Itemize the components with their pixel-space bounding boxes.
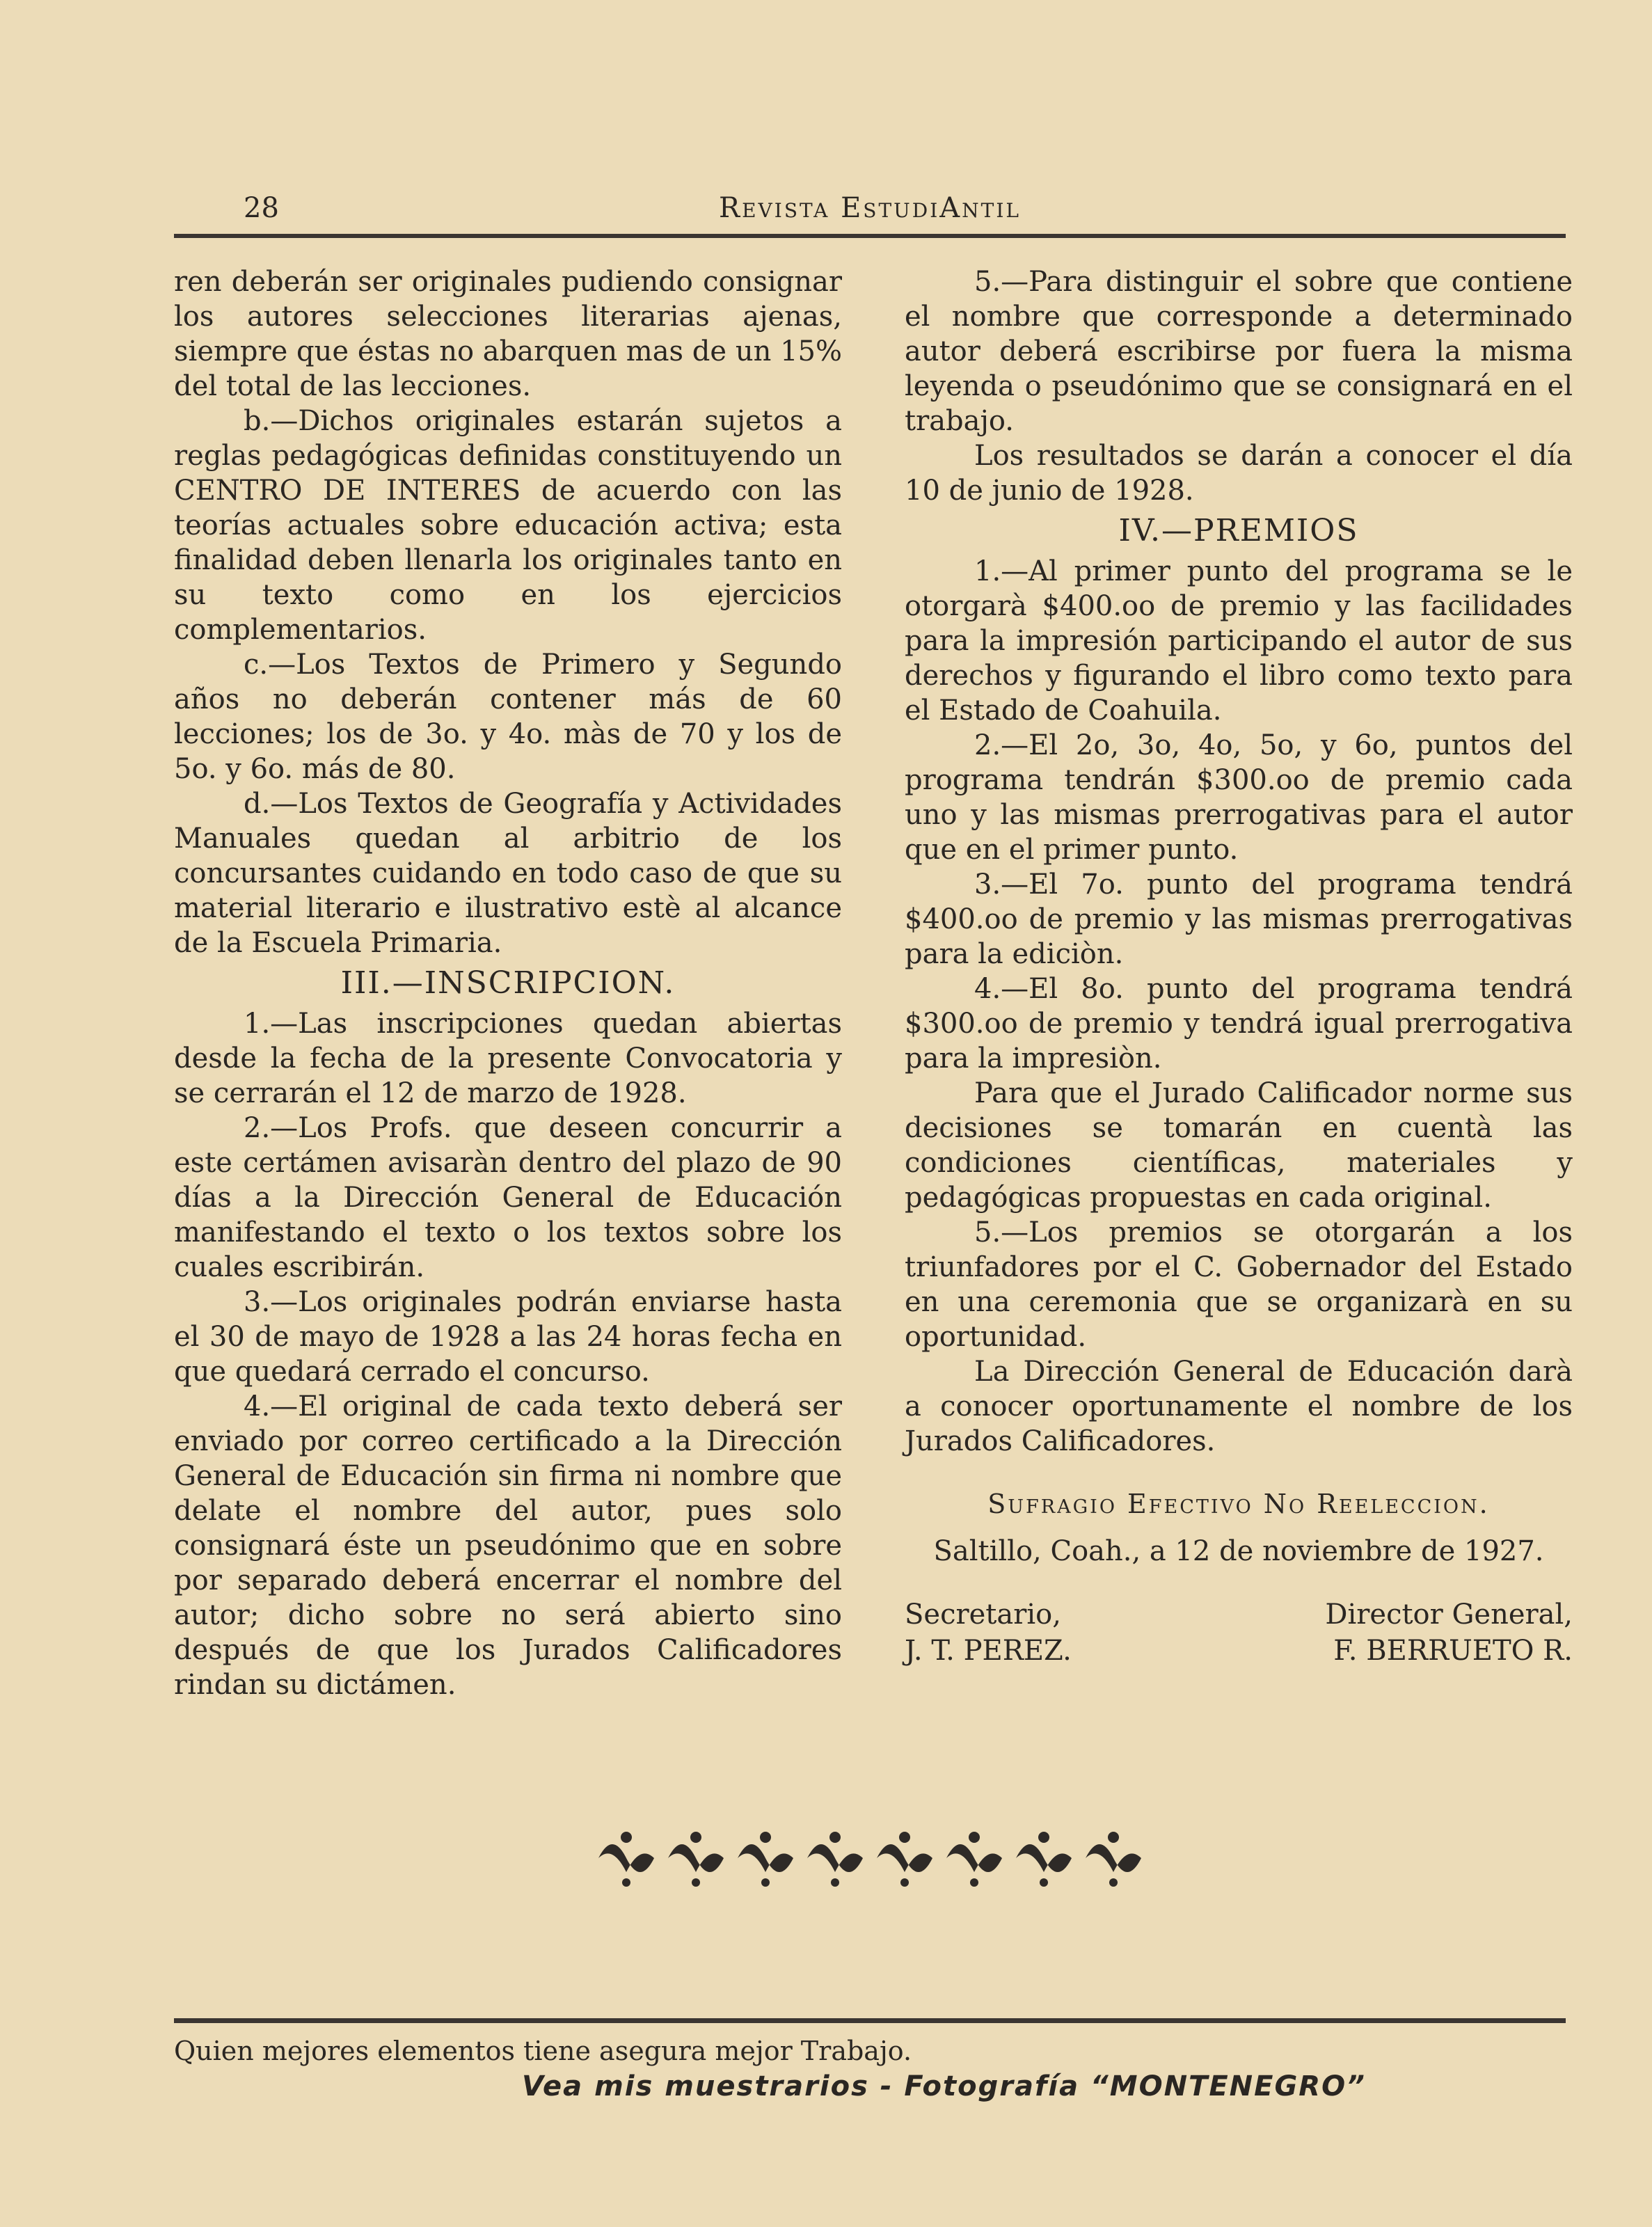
running-title: Revista EstudiAntil [719,192,1021,224]
page-header [174,188,1566,237]
signature-director [1325,1596,1573,1669]
paragraph: d.—Los Textos de Geografía y Actividades Manuales quedan al arbitrio de los concursantes cuidando en todo caso de que su material literario e ilustrativo estè al alcance de la Escuela Primaria. [174,788,842,959]
right-column [905,264,1573,1669]
paragraph: 1.—Al primer punto del programa se le otorgarà $400.oo de premio y las facilidades para la impresión participando el autor de sus derechos y figurando el libro como texto para el Estado de Coahuila. [905,555,1573,727]
paragraph: Los resultados se darán a conocer el día 10 de junio de 1928. [905,440,1573,507]
paragraph: c.—Los Textos de Primero y Segundo años no deberán contener más de 60 lecciones; los de 3o. y 4o. màs de 70 y los de 5o. y 6o. más de 80. [174,649,842,785]
paragraph: 4.—El original de cada texto deberá ser enviado por correo certificado a la Dirección General de Educación sin firma ni nombre que delate el nombre del autor, pues solo consignará éste un pseudónimo que en sobre por separado deberá encerrar el nombre del autor; dicho sobre no será abierto sino después de que los Jurados Calificadores rindan su dictámen. [174,1390,842,1701]
footer-rule [174,2018,1566,2023]
paragraph: 3.—El 7o. punto del programa tendrá $400.oo de premio y las mismas prerrogativas para la ediciòn. [905,869,1573,970]
paragraph: La Dirección General de Educación darà a conocer oportunamente el nombre de los Jurados Calificadores. [905,1356,1573,1457]
paragraph: 2.—El 2o, 3o, 4o, 5o, y 6o, puntos del programa tendrán $300.oo de premio cada uno y las mismas prerrogativas para el autor que en el primer punto. [905,729,1573,866]
left-column [174,264,842,1702]
paragraph: 5.—Para distinguir el sobre que contiene el nombre que corresponde a determinado autor deberá escribirse por fuera la misma leyenda o pseudónimo que se consignará en el trabajo. [905,266,1573,437]
signature-title: Secretario, [905,1599,1061,1631]
paragraph: 2.—Los Profs. que deseen concurrir a este certámen avisaràn dentro del plazo de 90 días a la Dirección General de Educación manifestando el texto o los textos sobre los cuales escribirán. [174,1112,842,1283]
paragraph: ren deberán ser originales pudiendo consignar los autores selecciones literarias ajenas, siempre que éstas no abarquen mas de un 15% del total de las lecciones. [174,266,842,402]
paragraph: Para que el Jurado Calificador norme sus decisiones se tomarán en cuentà las condiciones científicas, materiales y pedagógicas propuestas en cada original. [905,1077,1573,1214]
signature-block [905,1596,1573,1669]
paragraph: 1.—Las inscripciones quedan abiertas desde la fecha de la presente Convocatoria y se cerrarán el 12 de marzo de 1928. [174,1008,842,1109]
signature-secretary [905,1596,1072,1669]
paragraph: 3.—Los originales podrán enviarse hasta el 30 de mayo de 1928 a las 24 horas fecha en que quedará cerrado el concurso. [174,1286,842,1388]
footer-advertisement-line: Quien mejores elementos tiene asegura mejor Trabajo. [174,2036,912,2066]
signature-name: J. T. PEREZ. [905,1635,1072,1667]
header-rule [174,234,1566,238]
signature-name: F. BERRUETO R. [1333,1635,1573,1667]
paragraph: 5.—Los premios se otorgarán a los triunfadores por el C. Gobernador del Estado en una ceremonia que se organizarà en su oportunidad. [905,1216,1573,1353]
section-heading-premios: IV.—PREMIOS [1118,513,1359,548]
paragraph: 4.—El 8o. punto del programa tendrá $300.oo de premio y tendrá igual prerrogativa para la impresiòn. [905,973,1573,1075]
page-number: 28 [244,192,279,224]
motto: Sufragio Efectivo No Reeleccion. [987,1489,1490,1519]
signature-title: Director General, [1325,1599,1573,1631]
closing-block [905,1487,1573,1569]
section-heading-inscripcion: III.—INSCRIPCION. [340,965,676,1001]
paragraph: b.—Dichos originales estarán sujetos a reglas pedagógicas definidas constituyendo un CENTRO DE INTERES de acuerdo con las teorías actuales sobre educación activa; esta finalidad deben llenarla los originales tanto en su texto como en los ejercicios complementarios. [174,405,842,646]
footer-photography-advert: Vea mis muestrarios - Fotografía “MONTENEGRO” [522,2070,1366,2102]
date-line: Saltillo, Coah., a 12 de noviembre de 1927. [933,1535,1544,1567]
floral-ornament-icon [591,1823,1148,1893]
